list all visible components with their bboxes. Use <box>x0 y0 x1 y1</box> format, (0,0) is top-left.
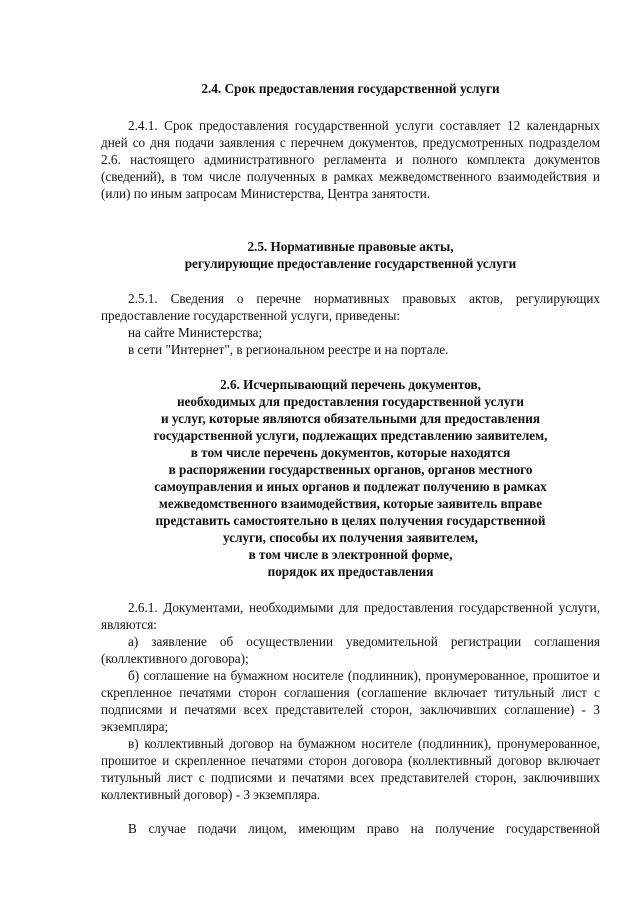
heading-line: 2.6. Исчерпывающий перечень документов, <box>220 377 481 392</box>
paragraph-2-4-1: 2.4.1. Срок предоставления государственной услуги составляет 12 календарных дней со дня подачи заявления с перечнем документов, предусмотренных подразделом 2.6. настоящего административного регламента и полного комплекта документов (сведений), в том числе полученных в рамках межведомственного взаимодействия и (или) по иным запросам Министерства, Центра занятости. <box>101 118 600 201</box>
heading-line: в том числе перечень документов, которые находятся <box>190 445 511 460</box>
list-item-ministry-site: на сайте Министерства; <box>128 325 263 340</box>
heading-line: регулирующие предоставление государственной услуги <box>184 256 517 271</box>
paragraph-item-b: б) соглашение на бумажном носителе (подлинник), пронумерованное, прошитое и скрепленное печатями сторон соглашения (соглашение включает титульный лист с подписями и печатями всех представителей сторон, заключивших соглашение) - 3 экземпляра; <box>101 668 600 734</box>
paragraph-2-6-1: 2.6.1. Документами, необходимыми для предоставления государственной услуги, являются: <box>101 600 600 632</box>
section-2-6-heading <box>101 376 600 580</box>
heading-line: государственной услуги, подлежащих представлению заявителем, <box>153 428 548 443</box>
heading-line: представить самостоятельно в целях получения государственной <box>155 513 546 528</box>
paragraph-last: В случае подачи лицом, имеющим право на получение государственной <box>128 821 600 836</box>
heading-line: в том числе в электронной форме, <box>248 547 453 562</box>
heading-line: и услуг, которые являются обязательными для предоставления <box>160 411 540 426</box>
heading-line: услуги, способы их получения заявителем, <box>223 530 478 545</box>
paragraph-item-v: в) коллективный договор на бумажном носителе (подлинник), пронумерованное, прошитое и скрепленное печатями сторон договора (коллективный договор включает титульный лист с подписями и печатями всех представителей сторон, заключивших коллективный договор) - 3 экземпляра. <box>101 736 600 802</box>
section-2-4-heading: 2.4. Срок предоставления государственной услуги <box>201 81 500 96</box>
paragraph-2-5-1: 2.5.1. Сведения о перечне нормативных правовых актов, регулирующих предоставление государственной услуги, приведены: <box>101 291 600 323</box>
heading-line: самоуправления и иных органов и подлежат получению в рамках <box>154 479 547 494</box>
heading-line: порядок их предоставления <box>267 564 434 579</box>
heading-line: 2.5. Нормативные правовые акты, <box>247 239 454 254</box>
section-2-5-heading <box>101 238 600 272</box>
heading-line: необходимых для предоставления государственной услуги <box>176 394 525 409</box>
heading-line: межведомственного взаимодействия, которые заявитель вправе <box>158 496 543 511</box>
list-item-internet: в сети "Интернет", в региональном реестре и на портале. <box>128 342 449 357</box>
paragraph-item-a: а) заявление об осуществлении уведомительной регистрации соглашения (коллективного договора); <box>101 634 600 666</box>
heading-line: в распоряжении государственных органов, органов местного <box>168 462 533 477</box>
